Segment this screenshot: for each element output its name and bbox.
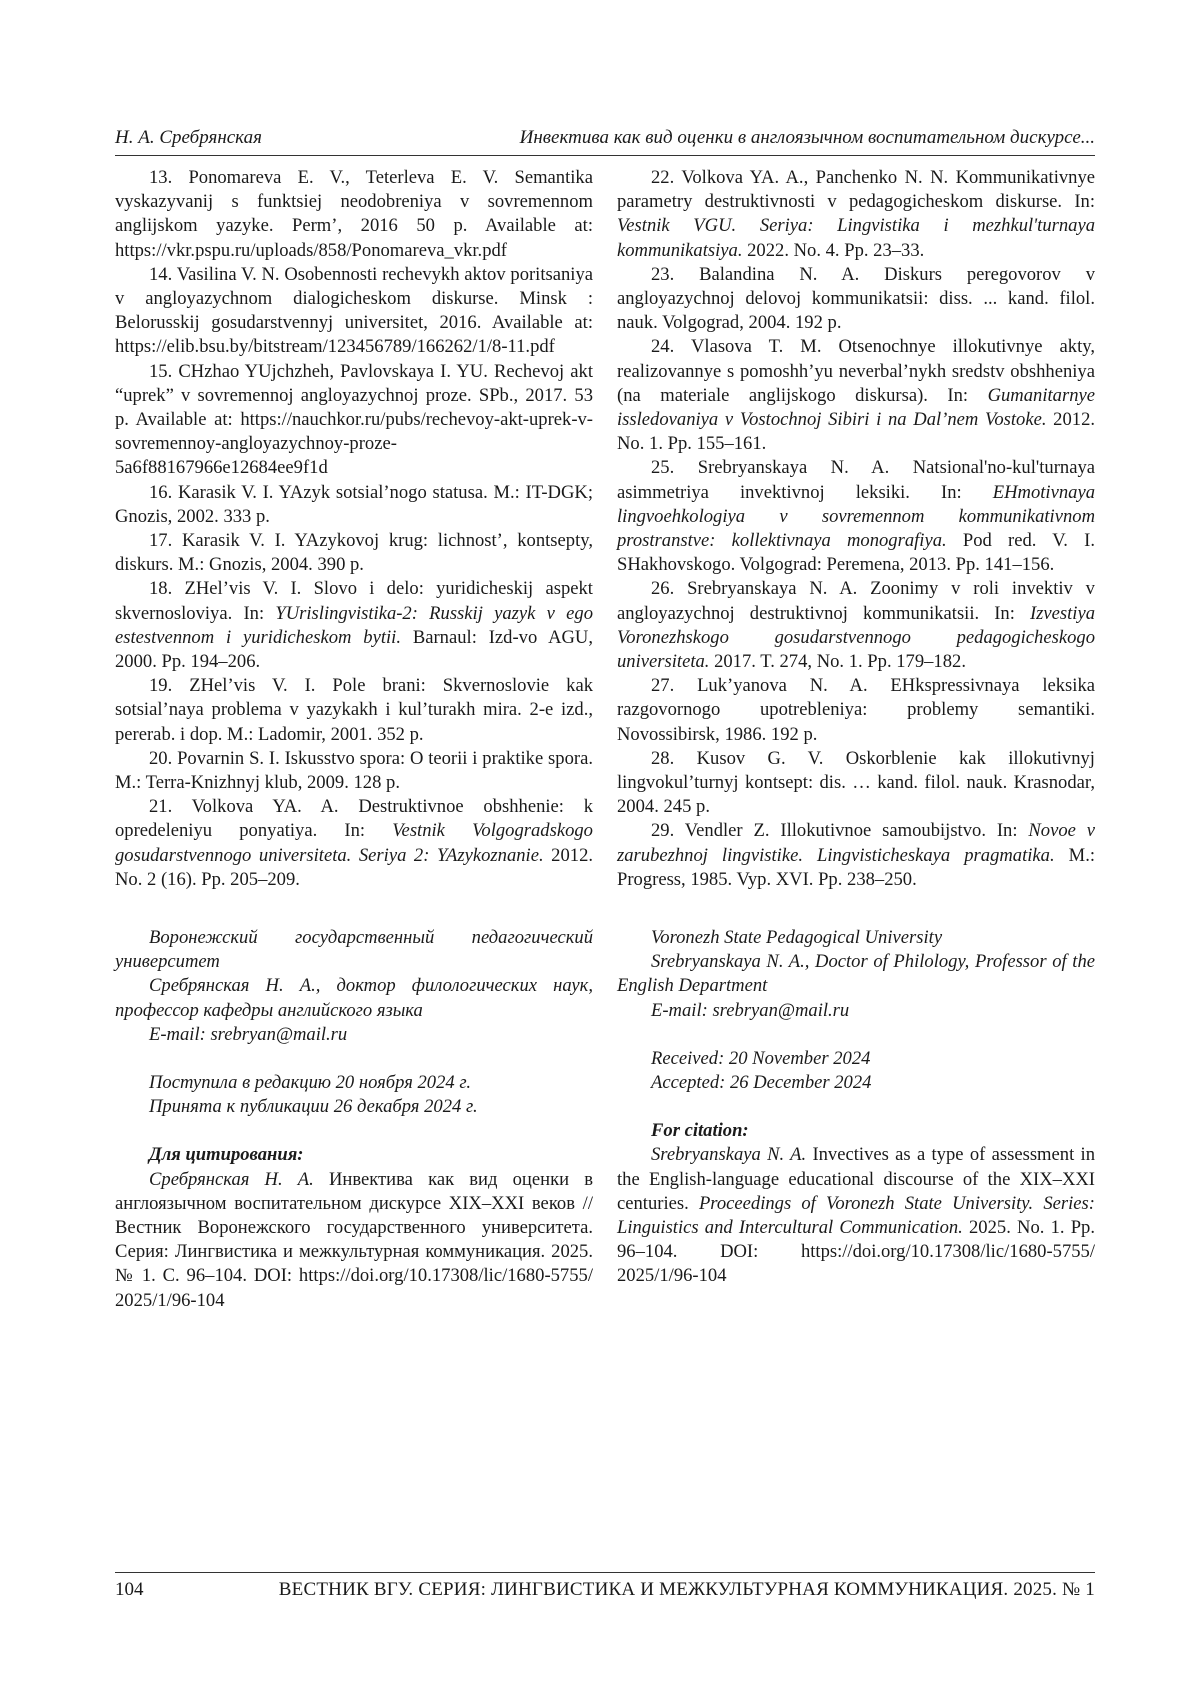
- reference-item: 16. Karasik V. I. YAzyk sotsial’nogo statusa. M.: IT-DGK; Gnozis, 2002. 333 p.: [115, 481, 593, 527]
- received-date: Поступила в редакцию 20 ноября 2024 г.: [149, 1072, 471, 1094]
- page-number: 104: [115, 1579, 144, 1600]
- affiliation-english: [617, 926, 1095, 1289]
- citation-text: Srebryanskaya N. A. Invectives as a type of assessment in the English-language educational discourse of the XIX–XXI centuries. Proceedings of Voronezh State University. Series: Linguistics and Intercultural Communication. 2025. No. 1. Pp. 96–104. DOI: https://doi.org/10.17308/lic/1680-5755/ 2025/1/96-104: [617, 1144, 1096, 1287]
- reference-item: 20. Povarnin S. I. Iskusstvo spora: O teorii i praktike spora. M.: Terra-Knizhnyj klub, 2009. 128 p.: [115, 747, 593, 794]
- received-date: Received: 20 November 2024: [651, 1047, 871, 1069]
- reference-item: 15. CHzhao YUjchzheh, Pavlovskaya I. YU. Rechevoj akt “uprek” v sovremennoj angloyazychnoj proze. SPb., 2017. 53 p. Available at: https://nauchkor.ru/pubs/rechevoy-akt-uprek-v-sovremennoy-angloyazychnoy-proze-5a6f88167966e12684ee9f1d: [115, 360, 593, 479]
- author-info: Srebryanskaya N. A., Doctor of Philology, Professor of the English Department: [617, 951, 1095, 997]
- reference-item: 17. Karasik V. I. YAzykovoj krug: lichnost’, kontsepty, diskurs. M.: Gnozis, 2004. 390 p.: [115, 530, 593, 576]
- author-info: Сребрянская Н. А., доктор филологических наук, профессор кафедры английского языка: [115, 975, 593, 1021]
- reference-item: 19. ZHel’vis V. I. Pole brani: Skvernoslovie kak sotsial’naya problema v yazykakh i kul’turakh mira. 2-e izd., pererab. i dop. M.: Ladomir, 2001. 352 p.: [115, 675, 593, 745]
- reference-item: 28. Kusov G. V. Oskorblenie kak illokutivnyj lingvokul’turnyj kontsept: dis. … kand. filol. nauk. Krasnodar, 2004. 245 p.: [617, 747, 1095, 818]
- reference-item: 26. Srebryanskaya N. A. Zoonimy v roli invektiv v angloyazychnoj destruktivnoj kommunikatsii. In: Izvestiya Voronezhskogo gosudarstvennogo pedagogicheskogo universiteta. 2017. T. 274, No. 1. Pp. 179–182.: [617, 578, 1095, 673]
- reference-item: 13. Ponomareva E. V., Teterleva E. V. Semantika vyskazyvanij s funktsiej neodobreniya v sovremennom anglijskom yazyke. Perm’, 2016 50 p. Available at: https://vkr.pspu.ru/uploads/858/Ponomareva_vkr.pdf: [115, 167, 593, 261]
- affiliation-russian: [115, 926, 593, 1313]
- reference-item: 24. Vlasova T. M. Otsenochnye illokutivnye akty, realizovannye s pomoshh’yu neverbal’nykh sredstv obshheniya (na materiale anglijskogo diskursa). In: Gumanitarnye issledovaniya v Vostochnoj Sibiri i na Dal’nem Vostoke. 2012. No. 1. Pp. 155–161.: [617, 336, 1096, 455]
- citation-text: Сребрянская Н. А. Инвектива как вид оценки в англоязычном воспитательном дискурсе XIX–XXI веков // Вестник Воронежского государственного университета. Серия: Лингвистика и межкультурная коммуникация. 2025. № 1. С. 96–104. DOI: https://doi.org/10.17308/lic/1680-5755/ 2025/1/96-104: [115, 1168, 593, 1311]
- header-title: Инвектива как вид оценки в англоязычном воспитательном дискурсе...: [519, 127, 1095, 148]
- university-name: Воронежский государственный педагогический университет: [115, 927, 593, 973]
- reference-item: 18. ZHel’vis V. I. Slovo i delo: yuridicheskij aspekt skvernosloviya. In: YUrislingvistika-2: Russkij yazyk v ego estestvennom i yuridicheskom bytii. Barnaul: Izd-vo AGU, 2000. Pp. 194–206.: [115, 578, 593, 673]
- reference-item: 14. Vasilina V. N. Osobennosti rechevykh aktov poritsaniya v angloyazychnom dialogicheskom diskurse. Minsk : Belorusskij gosudarstvennyj universitet, 2016. Available at: https://elib.bsu.by/bitstream/123456789/166262/1/8-11.pdf: [115, 263, 594, 358]
- running-header: [115, 125, 1095, 156]
- accepted-date: Accepted: 26 December 2024: [651, 1072, 872, 1094]
- reference-item: 22. Volkova YA. A., Panchenko N. N. Kommunikativnye parametry destruktivnosti v pedagogicheskom diskurse. In: Vestnik VGU. Seriya: Lingvistika i mezhkul'turnaya kommunikatsiya. 2022. No. 4. Pp. 23–33.: [617, 167, 1096, 261]
- reference-item: 27. Luk’yanova N. A. EHkspressivnaya leksika razgovornogo upotrebleniya: problemy semantiki. Novossibirsk, 1986. 192 p.: [617, 675, 1095, 745]
- author-email: E-mail: srebryan@mail.ru: [651, 999, 850, 1021]
- reference-item: 21. Volkova YA. A. Destruktivnoe obshhenie: k opredeleniyu ponyatiya. In: Vestnik Volgogradskogo gosudarstvennogo universiteta. Seriya 2: YAzykoznanie. 2012. No. 2 (16). Pp. 205–209.: [115, 796, 594, 890]
- reference-item: 25. Srebryanskaya N. A. Natsional'no-kul'turnaya asimmetriya invektivnoj leksiki. In: EHmotivnaya lingvoehkologiya v sovremennom kommunikativnom prostranstve: kollektivnaya monografiya. Pod red. V. I. SHakhovskogo. Volgograd: Peremena, 2013. Pp. 141–156.: [617, 457, 1095, 576]
- citation-heading: For citation:: [651, 1120, 749, 1142]
- accepted-date: Принята к публикации 26 декабря 2024 г.: [149, 1096, 478, 1118]
- journal-title: ВЕСТНИК ВГУ. СЕРИЯ: ЛИНГВИСТИКА И МЕЖКУЛЬТУРНАЯ КОММУНИКАЦИЯ. 2025. № 1: [278, 1579, 1095, 1600]
- university-name: Voronezh State Pedagogical University: [651, 927, 943, 948]
- references-right-column: [617, 166, 1095, 892]
- reference-item: 23. Balandina N. A. Diskurs peregovorov v angloyazychnoj delovoj kommunikatsii: diss. ... kand. filol. nauk. Volgograd, 2004. 192 p.: [617, 263, 1095, 334]
- references-left-column: [115, 166, 593, 892]
- running-footer: [115, 1572, 1095, 1605]
- citation-heading: Для цитирования:: [149, 1144, 304, 1166]
- author-email: E-mail: srebryan@mail.ru: [149, 1023, 348, 1045]
- header-author: Н. А. Сребрянская: [115, 127, 262, 148]
- reference-item: 29. Vendler Z. Illokutivnoe samoubijstvo. In: Novoe v zarubezhnoj lingvistike. Lingvisticheskaya pragmatika. M.: Progress, 1985. Vyp. XVI. Pp. 238–250.: [617, 820, 1096, 890]
